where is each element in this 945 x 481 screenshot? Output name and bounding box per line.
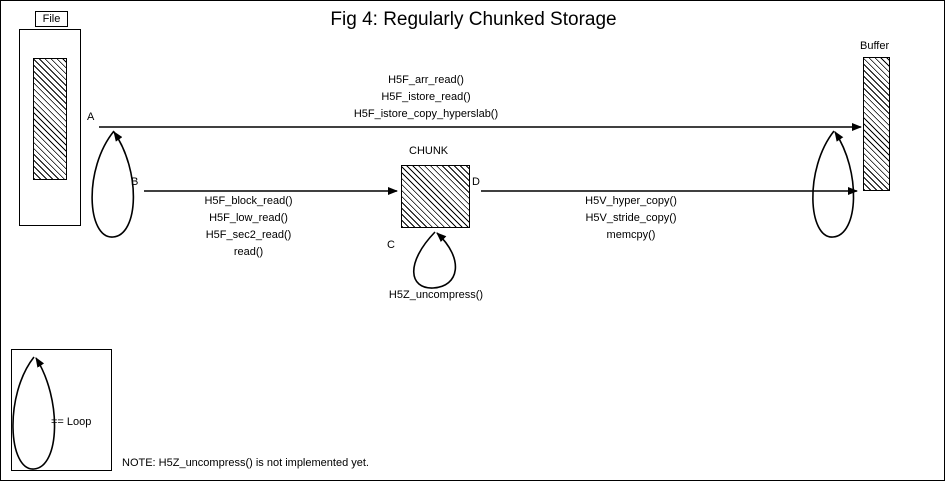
- chunk-label: CHUNK: [409, 145, 449, 157]
- point-label-a: A: [87, 111, 95, 123]
- point-label-d: D: [472, 176, 480, 188]
- edge-label-file-to-chunk-line-4: read(): [233, 246, 264, 258]
- edge-label-chunk-to-buffer-line-1: H5V_hyper_copy(): [585, 195, 677, 207]
- file-label: File: [35, 11, 68, 27]
- edge-label-chunk-to-buffer: [531, 193, 731, 244]
- point-label-b: B: [131, 176, 139, 188]
- edge-label-file-to-chunk-line-2: H5F_low_read(): [209, 212, 288, 224]
- loop-chunk-uncompress: [414, 232, 456, 288]
- point-label-c: C: [387, 239, 395, 251]
- legend-label: == Loop: [51, 416, 92, 428]
- edge-label-chunk-to-buffer-line-2: H5V_stride_copy(): [585, 212, 677, 224]
- loop-buffer-side: [813, 131, 854, 237]
- edge-label-top-line-3: H5F_istore_copy_hyperslab(): [353, 108, 499, 120]
- edge-label-top-line-1: H5F_arr_read(): [388, 74, 464, 86]
- buffer-box: [863, 57, 890, 191]
- edge-label-top: [266, 72, 586, 123]
- edge-label-file-to-chunk: [141, 193, 356, 261]
- figure-note: NOTE: H5Z_uncompress() is not implemented yet.: [122, 457, 369, 469]
- edge-label-file-to-chunk-line-1: H5F_block_read(): [204, 195, 293, 207]
- edge-label-chunk-loop: H5Z_uncompress(): [388, 289, 484, 301]
- edge-label-chunk-to-buffer-line-3: memcpy(): [606, 229, 656, 241]
- buffer-label: Buffer: [860, 40, 890, 52]
- figure-title: Fig 4: Regularly Chunked Storage: [330, 9, 617, 30]
- legend-box: [11, 349, 112, 471]
- loop-file-side: [92, 131, 133, 237]
- edge-label-top-line-2: H5F_istore_read(): [381, 91, 471, 103]
- edge-label-file-to-chunk-line-3: H5F_sec2_read(): [205, 229, 292, 241]
- file-data-region: [33, 58, 67, 180]
- chunk-box: [401, 165, 470, 228]
